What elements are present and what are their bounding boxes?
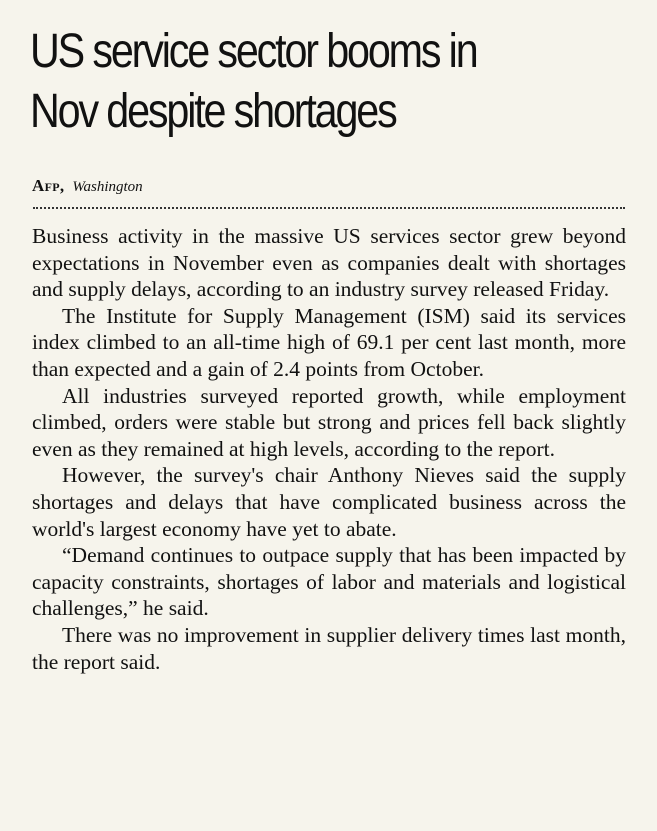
- article-body: [32, 223, 626, 675]
- paragraph-4: However, the survey's chair Anthony Nieves said the supply shortages and delays that have complicated business across the world's largest economy have yet to abate.: [32, 463, 626, 541]
- paragraph-3: All industries surveyed reported growth, while employment climbed, orders were stable but strong and prices fell back slightly even as they remained at high levels, according to the report.: [32, 383, 626, 461]
- paragraph-2: The Institute for Supply Management (ISM) said its services index climbed to an all-time high of 69.1 per cent last month, more than expected and a gain of 2.4 points from October.: [32, 303, 626, 381]
- paragraph-5: “Demand continues to outpace supply that has been impacted by capacity constraints, shortages of labor and materials and logistical challenges,” he said.: [32, 543, 626, 621]
- paragraph-1: Business activity in the massive US services sector grew beyond expectations in November even as companies dealt with shortages and supply delays, according to an industry survey released Friday.: [32, 224, 626, 302]
- headline-line-2: Nov despite shortages: [30, 85, 396, 138]
- byline-agency: Afp,: [32, 176, 65, 195]
- headline-line-1: US service sector booms in: [30, 25, 477, 78]
- byline-place: Washington: [72, 179, 143, 195]
- byline: [32, 176, 143, 196]
- headline: [30, 22, 555, 142]
- dotted-divider: [33, 207, 625, 209]
- paragraph-6: There was no improvement in supplier delivery times last month, the report said.: [32, 622, 626, 674]
